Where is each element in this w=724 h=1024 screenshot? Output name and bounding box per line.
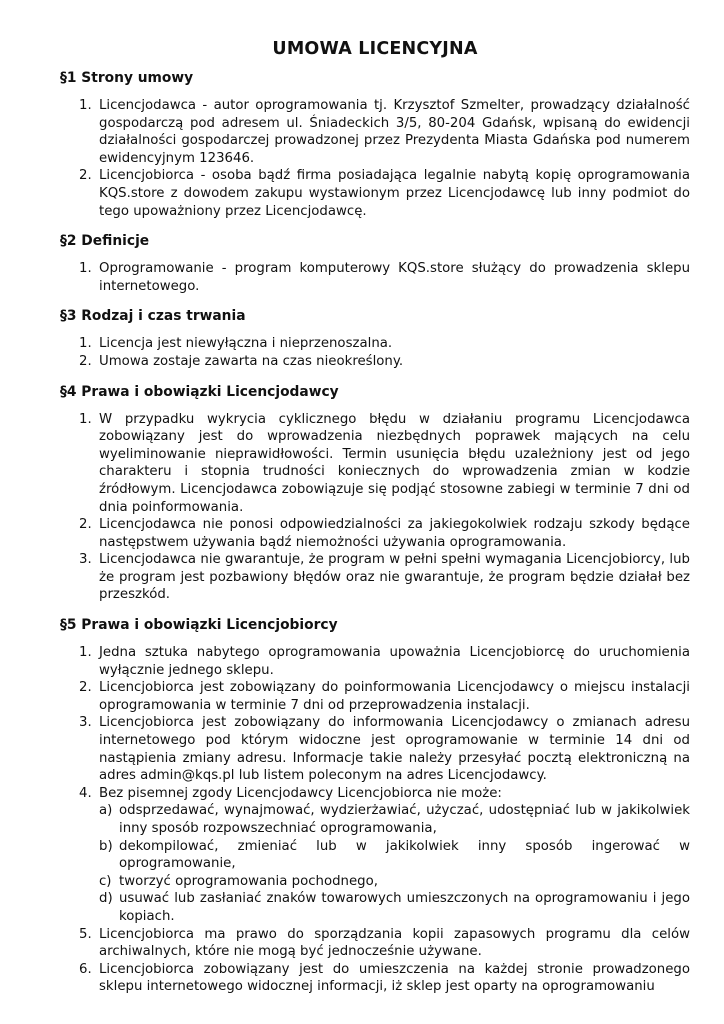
sub-item-letter: d) [99, 891, 113, 907]
document-page [60, 38, 690, 1008]
item-number: 1. [79, 98, 92, 113]
list-item [60, 714, 690, 784]
section-list [60, 411, 690, 605]
item-number: 1. [79, 336, 92, 352]
item-number: 1. [79, 645, 92, 661]
document-title: UMOWA LICENCYJNA [272, 39, 478, 59]
item-number: 5. [79, 926, 92, 942]
sub-item-letter: b) [99, 838, 113, 854]
section-heading: §2 Definicje [60, 233, 150, 250]
section-list [60, 335, 690, 370]
list-item [60, 335, 690, 353]
section-heading: §5 Prawa i obowiązki Licencjobiorcy [60, 617, 338, 634]
item-number: 1. [79, 261, 92, 277]
item-number: 2. [79, 168, 92, 184]
list-item [60, 551, 690, 604]
item-text: Licencjobiorca jest zobowiązany do poinformowania Licencjodawcy o miejscu instalacji oprogramowania w terminie 7 dni od przeprowadzenia instalacji. [99, 680, 690, 713]
sub-item-text: dekompilować, zmieniać lub w jakikolwiek inny sposób ingerować w oprogramowanie, [119, 838, 690, 872]
item-text: Bez pisemnej zgody Licencjodawcy Licencjobiorca nie może: [99, 785, 502, 801]
section-heading: §1 Strony umowy [60, 70, 194, 86]
section-heading: §3 Rodzaj i czas trwania [60, 308, 246, 325]
sub-list-item [99, 802, 690, 837]
item-text: Licencja jest niewyłączna i nieprzenoszalna. [99, 336, 393, 352]
list-item [60, 679, 690, 714]
list-item [60, 260, 690, 295]
item-number: 6. [79, 961, 92, 977]
item-text: Licencjodawca nie gwarantuje, że program w pełni spełni wymagania Licencjobiorcy, lub że program jest pozbawiony błędów oraz nie gwarantuje, że program będzie działał bez przeszkód. [99, 552, 690, 603]
sub-item-text: odsprzedawać, wynajmować, wydzierżawiać, użyczać, udostępniać lub w jakikolwiek inny sposób rozpowszechniać oprogramowania, [119, 803, 690, 836]
item-text: Oprogramowanie - program komputerowy KQS.store służący do prowadzenia sklepu internetowego. [99, 261, 690, 294]
item-number: 1. [79, 411, 92, 427]
sub-list-item [99, 890, 690, 925]
sub-list-item [99, 838, 690, 873]
list-item [60, 516, 690, 551]
item-text: Licencjobiorca jest zobowiązany do informowania Licencjodawcy o zmianach adresu internetowego pod którym widoczne jest oprogramowanie w terminie 14 dni od nastąpienia zmiany adresu. Informacje takie należy przesyłać pocztą elektroniczną na adres admin@kqs.pl lub listem poleconym na adres Licencjodawcy. [99, 715, 690, 784]
sub-list [99, 802, 690, 925]
item-number: 2. [79, 353, 92, 369]
item-text: W przypadku wykrycia cyklicznego błędu w działaniu programu Licencjodawca zobowiązany jest do wprowadzenia niezbędnych poprawek mających na celu wyeliminowanie nieprawidłowości. Termin usunięcia błędu uzależniony jest od jego charakteru i stopnia trudności koniecznych do wprowadzenia zmian w kodzie źródłowym. Licencjodawca zobowiązuje się podjąć stosowne zabiegi w terminie 7 dni od dnia poinformowania. [99, 411, 690, 515]
item-number: 3. [79, 552, 92, 568]
section-list [60, 260, 690, 295]
section-heading: §4 Prawa i obowiązki Licencjodawcy [60, 383, 339, 400]
item-number: 2. [79, 680, 92, 696]
sub-item-text: usuwać lub zasłaniać znaków towarowych umieszczonych na oprogramowaniu i jego kopiach. [119, 891, 690, 924]
item-text: Jedna sztuka nabytego oprogramowania upoważnia Licencjobiorcę do uruchomienia wyłącznie jednego sklepu. [99, 645, 690, 678]
item-text: Licencjobiorca ma prawo do sporządzania kopii zapasowych programu dla celów archiwalnych, które nie mogą być jednocześnie używane. [99, 926, 690, 960]
item-number: 3. [79, 715, 92, 731]
item-text: Licencjobiorca - osoba bądź firma posiadająca legalnie nabytą kopię oprogramowania KQS.store z dowodem zakupu wystawionym przez Licencjodawcę lub inny podmiot do tego upoważniony przez Licencjodawcę. [99, 168, 690, 219]
list-item [60, 785, 690, 926]
sub-item-text: tworzyć oprogramowania pochodnego, [119, 873, 378, 889]
item-text: Umowa zostaje zawarta na czas nieokreślony. [99, 353, 404, 369]
list-item [60, 353, 690, 371]
list-item [60, 411, 690, 517]
item-number: 2. [79, 517, 92, 533]
list-item [60, 644, 690, 679]
list-item [60, 97, 690, 167]
section-list [60, 644, 690, 996]
item-text: Licencjodawca nie ponosi odpowiedzialności za jakiegokolwiek rodzaju szkody będące następstwem używania bądź niemożności używania oprogramowania. [99, 517, 690, 550]
list-item [60, 926, 690, 961]
item-text: Licencjodawca - autor oprogramowania tj. Krzysztof Szmelter, prowadzący działalność gospodarczą pod adresem ul. Śniadeckich 3/5, 80-204 Gdańsk, wpisaną do ewidencji działalności gospodarczej prowadzonej przez Prezydenta Miasta Gdańska pod numerem ewidencyjnym 123646. [99, 98, 690, 166]
sub-item-letter: c) [99, 873, 112, 889]
section-list [60, 97, 690, 220]
list-item [60, 961, 690, 996]
sub-list-item [99, 873, 690, 891]
sub-item-letter: a) [99, 803, 113, 819]
item-number: 4. [79, 785, 92, 801]
item-text: Licencjobiorca zobowiązany jest do umieszczenia na każdej stronie prowadzonego sklepu internetowego widocznej informacji, iż sklep jest oparty na oprogramowaniu [99, 961, 690, 995]
list-item [60, 167, 690, 220]
